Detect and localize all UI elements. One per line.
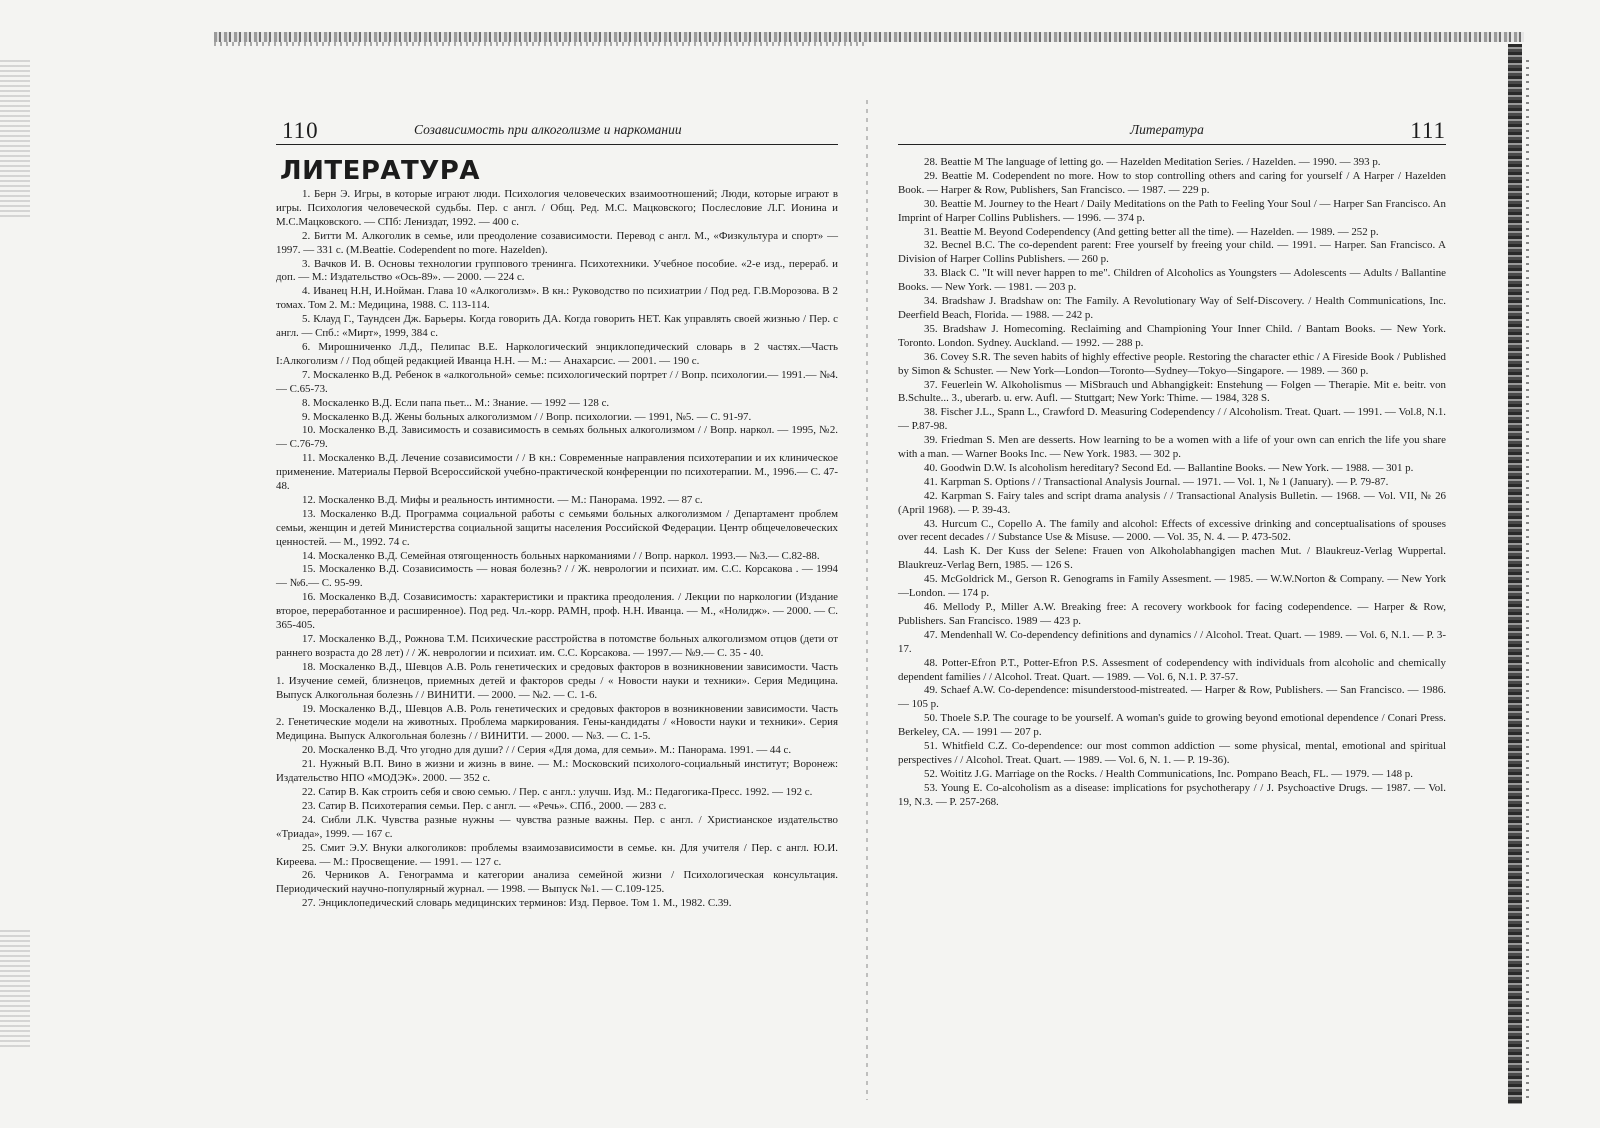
reference-entry: 42. Karpman S. Fairy tales and script drama analysis / / Transactional Analysis Bulletin. — 1968. — Vol. VII, № 26 (April 1968). — P. 39-43. [898, 489, 1446, 516]
reference-entry: 38. Fischer J.L., Spann L., Crawford D. Measuring Codependency / / Alcoholism. Treat. Quart. — 1991. — Vol.8, N.1. — P.87-98. [898, 406, 1446, 433]
reference-entry: 13. Москаленко В.Д. Программа социальной работы с семьями больных алкоголизмом / Департамент проблем семьи, женщин и детей Министерства социальной защиты населения Российской Федерации. Центр общечеловеческих ценностей. — М., 1992. 74 с. [276, 507, 838, 548]
reference-entry: 4. Иванец Н.Н, И.Нойман. Глава 10 «Алкоголизм». В кн.: Руководство по психиатрии / Под ред. Г.В.Морозова. В 2 томах. Том 2. М.: Медицина, 1988. С. 113-114. [276, 285, 838, 312]
reference-list [276, 188, 838, 911]
reference-entry: 51. Whitfield C.Z. Co-dependence: our most common addiction — some physical, mental, emotional and spiritual perspectives / / Alcohol. Treat. Quart. — 1989. — Vol. 6, N. 1. — P. 19-36). [898, 740, 1446, 766]
reference-entry: 19. Москаленко В.Д., Шевцов А.В. Роль генетических и средовых факторов в возникновении зависимости. Часть 2. Генетические модели на животных. Проблема маркирования. Гены-кандидаты / «Новости науки и техники». Серия Медицина. Выпуск Алкогольная болезнь / / ВИНИТИ. — 2000. — №3. — С. 1-5. [276, 702, 838, 743]
reference-entry: 3. Вачков И. В. Основы технологии группового тренинга. Психотехники. Учебное пособие. «2-е изд., перераб. и доп. — М.: Издательство «Ось-89». — 2000. — 224 с. [276, 257, 838, 284]
reference-entry: 36. Covey S.R. The seven habits of highly effective people. Restoring the character ethic / A Fireside Book / Published by Simon & Schuster. — New York—London—Toronto—Sydney—Tokyo—Singapore. — 1989. — 360 p. [898, 350, 1446, 377]
scan-edge-top-noise [214, 42, 864, 46]
scan-edge-right [1508, 44, 1522, 1104]
reference-entry: 41. Karpman S. Options / / Transactional Analysis Journal. — 1971. — Vol. 1, № 1 (January). — P. 79-87. [924, 475, 1389, 488]
reference-entry: 47. Mendenhall W. Co-dependency definitions and dynamics / / Alcohol. Treat. Quart. — 1989. — Vol. 6, N.1. — P. 3-17. [898, 628, 1446, 655]
reference-entry: 35. Bradshaw J. Homecoming. Reclaiming and Championing Your Inner Child. / Bantam Books. — New York. Toronto. London. Sydney. Auckland. — 1992. — 288 p. [898, 322, 1446, 349]
reference-entry: 43. Hurcum C., Copello A. The family and alcohol: Effects of excessive drinking and conceptualisations of spouses over recent decades / / Substance Use & Misuse. — 2000. — Vol. 35, N. 4. — P. 473-502. [898, 517, 1446, 544]
reference-entry: 7. Москаленко В.Д. Ребенок в «алкогольной» семье: психологический портрет / / Вопр. психологии.— 1991.— №4. — С.65-73. [276, 368, 838, 395]
reference-entry: 21. Нужный В.П. Вино в жизни и жизнь в вине. — М.: Московский психолого-социальный институт; Воронеж: Издательство НПО «МОДЭК». 2000. — 352 с. [276, 758, 838, 785]
page-header [898, 118, 1446, 145]
running-title: Созависимость при алкоголизме и наркомании [414, 122, 682, 137]
page-header [276, 118, 838, 145]
reference-entry: 10. Москаленко В.Д. Зависимость и созависимость в семьях больных алкоголизмом / / Вопр. наркол. — 1995, №2.— С.76-79. [276, 424, 838, 451]
reference-entry: 2. Битти М. Алкоголик в семье, или преодоление созависимости. Перевод с англ. М., «Физкультура и спорт» — 1997. — 331 с. (M.Beattie. Codependent no more. Hazelden). [276, 229, 838, 256]
scan-noise-margin [0, 60, 30, 220]
reference-entry: 11. Москаленко В.Д. Лечение созависимости / / В кн.: Современные направления психотерапии и их клиническое применение. Материалы Первой Всероссийской учебно-практической конференции по психотерапии. М., 1996.— С. 47-48. [276, 452, 838, 493]
reference-entry: 12. Москаленко В.Д. Мифы и реальность интимности. — М.: Панорама. 1992. — 87 с. [302, 493, 703, 506]
reference-entry: 17. Москаленко В.Д., Рожнова Т.М. Психические расстройства в потомстве больных алкоголизмом отцов (дети от раннего возраста до 28 лет) / / Ж. неврологии и психиат. им. С.С. Корсакова. — 1997.— №9.— С. 35 - 40. [276, 633, 838, 659]
section-heading: ЛИТЕРАТУРА [280, 156, 480, 186]
book-spine-fold [866, 100, 868, 1100]
reference-entry: 34. Bradshaw J. Bradshaw on: The Family. A Revolutionary Way of Self-Discovery. / Health Communications, Inc. Deerfield Beach, Florida. — 1988. — 242 p. [898, 295, 1446, 321]
reference-entry: 27. Энциклопедический словарь медицинских терминов: Изд. Первое. Том 1. М., 1982. С.39. [302, 897, 732, 910]
reference-list [898, 156, 1446, 810]
reference-entry: 45. McGoldrick M., Gerson R. Genograms in Family Assesment. — 1985. — W.W.Norton & Company. — New York—London. — 174 p. [898, 573, 1446, 600]
reference-entry: 33. Black C. "It will never happen to me". Children of Alcoholics as Youngsters — Adolescents — Adults / Ballantine Books. — New York. — 1981. — 203 p. [898, 267, 1446, 294]
reference-entry: 25. Смит Э.У. Внуки алкоголиков: проблемы взаимозависимости в семье. кн. Для учителя / Пер. с англ. Ю.И. Киреева. — М.: Просвещение. — 1991. — 127 с. [276, 841, 838, 868]
reference-entry: 48. Potter-Efron P.T., Potter-Efron P.S. Assesment of codependency with individuals from alcoholic and chemically dependent families / / Alcohol. Treat. Quart. — 1989. — Vol. 6, N.1. P. 37-57. [898, 656, 1446, 683]
reference-entry: 23. Сатир В. Психотерапия семьи. Пер. с англ. — «Речь». СПб., 2000. — 283 с. [302, 799, 667, 812]
reference-entry: 1. Берн Э. Игры, в которые играют люди. Психология человеческих взаимоотношений; Люди, которые играют в игры. Психология человеческой судьбы. Пер. с англ. / Общ. Ред. М.С. Мацковского; Послесловие Л.Г. Ионина и М.С.Мацковского. — СПб: Лениздат, 1992. — 400 с. [276, 188, 838, 228]
reference-entry: 32. Becnel B.C. The co-dependent parent: Free yourself by freeing your child. — 1991. — Harper. San Francisco. A Division of Harper Collins Publishers. — 260 p. [898, 239, 1446, 266]
reference-entry: 18. Москаленко В.Д., Шевцов А.В. Роль генетических и средовых факторов в возникновении зависимости. Часть 1. Изучение семей, близнецов, приемных детей и факторов среды / « Новости науки и техники». Серия Медицина. Выпуск Алкогольная болезнь / / ВИНИТИ. — 2000. — №2. — С. 1-6. [276, 660, 838, 701]
reference-entry: 31. Beattie M. Beyond Codependency (And getting better all the time). — Hazelden. — 1989. — 252 p. [924, 225, 1379, 238]
reference-entry: 24. Сибли Л.К. Чувства разные нужны — чувства разные важны. Пер. с англ. / Христианское издательство «Триада», 1999. — 167 с. [276, 813, 838, 840]
reference-entry: 52. Woititz J.G. Marriage on the Rocks. / Health Communications, Inc. Pompano Beach, FL. — 1979. — 148 p. [924, 767, 1413, 780]
scan-noise-margin [0, 930, 30, 1050]
page-number: 110 [282, 118, 319, 143]
reference-entry: 30. Beattie M. Journey to the Heart / Daily Meditations on the Path to Feeling Your Soul / — Harper San Francisco. An Imprint of Harper Collins Publishers. — 1996. — 374 p. [898, 197, 1446, 224]
reference-entry: 49. Schaef A.W. Co-dependence: misunderstood-mistreated. — Harper & Row, Publishers. — San Francisco. — 1986. — 105 p. [898, 684, 1446, 711]
reference-entry: 26. Черников А. Генограмма и категории анализа семейной жизни / Психологическая консультация. Периодический научно-популярный журнал. — 1998. — Выпуск №1. — С.109-125. [276, 869, 838, 896]
reference-entry: 29. Beattie M. Codependent no more. How to stop controlling others and caring for yourself / A Harper / Hazelden Book. — Harper & Row, Publishers, San Francisco. — 1987. — 229 p. [898, 169, 1446, 196]
reference-entry: 5. Клауд Г., Таундсен Дж. Барьеры. Когда говорить ДА. Когда говорить НЕТ. Как управлять своей жизнью / Пер. с англ. — Спб.: «Мирт», 1999, 384 с. [276, 313, 838, 340]
reference-entry: 44. Lash K. Der Kuss der Selene: Frauen von Alkoholabhangigen machen Mut. / Blaukreuz-Verlag Wuppertal. Blaukreuz-Verlag Bern, 1985. — 126 S. [898, 545, 1446, 572]
reference-entry: 40. Goodwin D.W. Is alcoholism hereditary? Second Ed. — Ballantine Books. — New York. — 1988. — 301 p. [924, 461, 1414, 474]
reference-entry: 14. Москаленко В.Д. Семейная отягощенность больных наркоманиями / / Вопр. наркол. 1993.— №3.— С.82-88. [302, 549, 820, 562]
reference-entry: 39. Friedman S. Men are desserts. How learning to be a women with a life of your own can enrich the life you share with a man. — Warner Books Inc. — New York. 1983. — 302 p. [898, 434, 1446, 461]
running-title: Литература [1130, 122, 1204, 137]
reference-entry: 15. Москаленко В.Д. Созависимость — новая болезнь? / / Ж. неврологии и психиат. им. С.С. Корсакова . — 1994 — №6.— С. 95-99. [276, 563, 838, 590]
scan-edge-top [214, 32, 1524, 42]
reference-entry: 37. Feuerlein W. Alkoholismus — MiSbrauch und Abhangigkeit: Enstehung — Folgen — Therapie. Mit e. beitr. von B.Schulte... 3., uberarb. u. erw. Aufl. — Stuttgart; New York: Thime. — 1984, 328 S. [898, 378, 1446, 405]
reference-entry: 6. Мирошниченко Л.Д., Пелипас В.Е. Наркологический энциклопедический словарь в 2 частях.—Часть I:Алкоголизм / / Под общей редакцией Иванца Н.Н. — М.: — Анахарсис. — 2001. — 190 с. [276, 340, 838, 367]
reference-entry: 28. Beattie M The language of letting go. — Hazelden Meditation Series. / Hazelden. — 1990. — 393 p. [924, 156, 1381, 168]
reference-entry: 9. Москаленко В.Д. Жены больных алкоголизмом / / Вопр. психологии. — 1991, №5. — С. 91-97. [302, 410, 752, 423]
page-number: 111 [1410, 118, 1446, 143]
reference-entry: 53. Young E. Co-alcoholism as a disease: implications for psychotherapy / / J. Psychoactive Drugs. — 1987. — Vol. 19, N.3. — P. 257-268. [898, 781, 1446, 808]
scan-edge-right-noise [1526, 60, 1529, 1100]
reference-entry: 20. Москаленко В.Д. Что угодно для души? / / Серия «Для дома, для семьи». М.: Панорама. 1991. — 44 с. [302, 744, 792, 757]
reference-entry: 50. Thoele S.P. The courage to be yourself. A woman's guide to growing beyond emotional dependence / Conari Press. Berkeley, CA. — 1991 — 207 p. [898, 712, 1446, 739]
reference-entry: 16. Москаленко В.Д. Созависимость: характеристики и практика преодоления. / Лекции по наркологии (Издание второе, переработанное и расширенное). Под ред. Чл.-корр. РАМН, проф. Н.Н. Иванца. — М., «Нолидж». — 2000. — С. 365-405. [276, 591, 838, 632]
reference-entry: 8. Москаленко В.Д. Если папа пьет... М.: Знание. — 1992 — 128 с. [302, 396, 610, 409]
reference-entry: 22. Сатир В. Как строить себя и свою семью. / Пер. с англ.: улучш. Изд. М.: Педагогика-Пресс. 1992. — 192 с. [302, 785, 813, 798]
reference-entry: 46. Mellody P., Miller A.W. Breaking free: A recovery workbook for facing codependence. — Harper & Row, Publishers. San Francisco. 1989 — 423 p. [898, 601, 1446, 627]
